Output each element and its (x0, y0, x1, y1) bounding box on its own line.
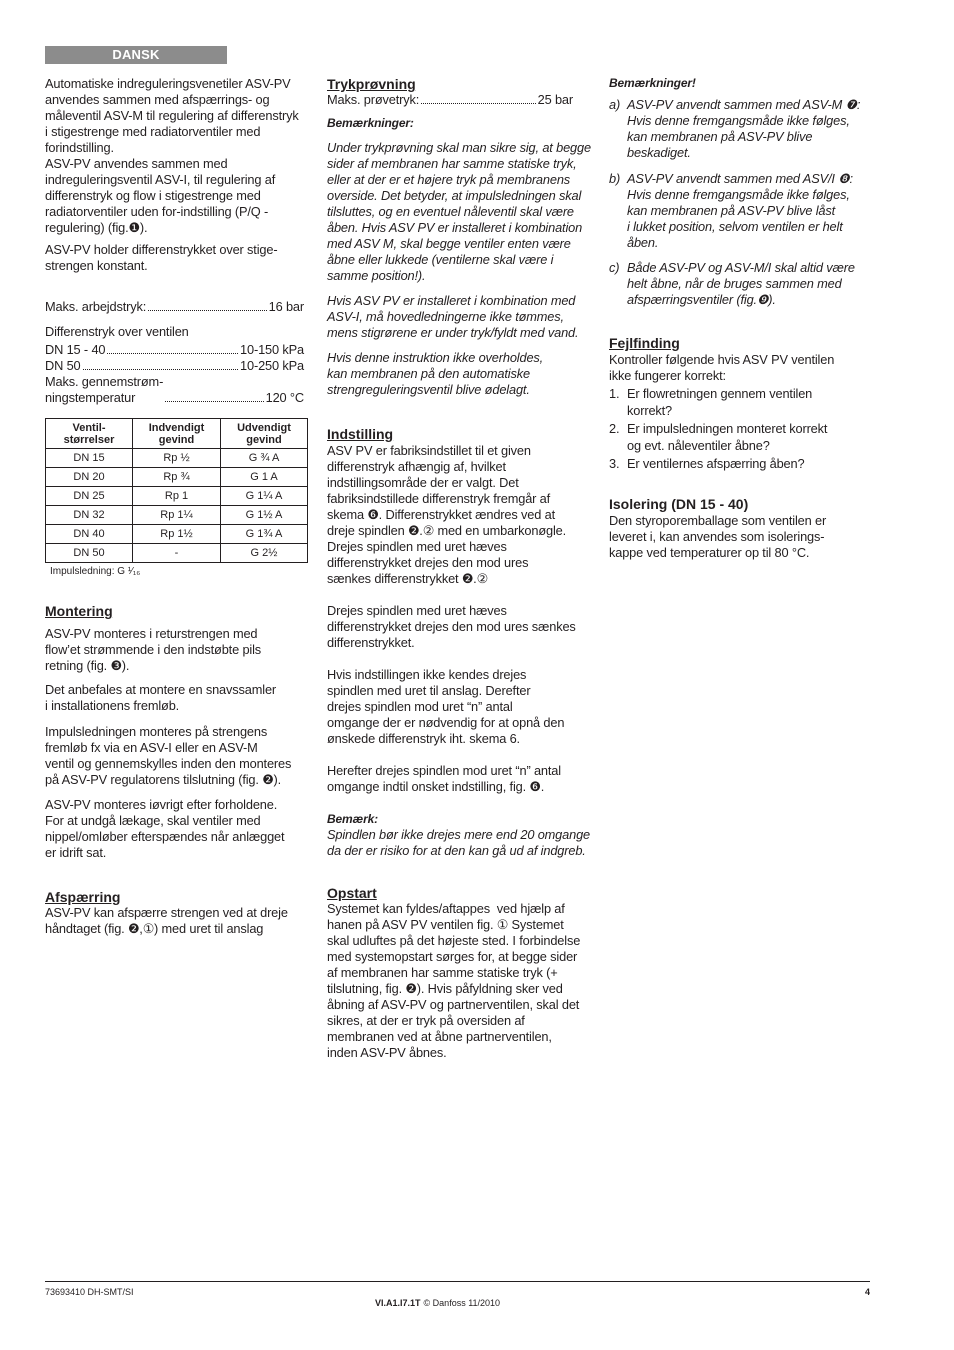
table-cell: Rp 1 (133, 487, 221, 506)
dot-leader (421, 103, 535, 104)
list-item-marker: 2. (609, 421, 620, 436)
diff-pressure-heading: Differenstryk over ventilen (45, 324, 189, 339)
isolering-paragraph: Den styroporemballage som ventilen er leveret i, kan anvendes som isolerings- kappe ved temperaturer op til 80 °C. (609, 513, 827, 560)
spec-value: 16 bar (268, 299, 304, 314)
table-cell: DN 20 (46, 468, 133, 487)
spec-label: Maks. prøvetryk: (327, 92, 420, 107)
table-cell: Rp ¾ (133, 468, 221, 487)
section-heading-indstilling: Indstilling (327, 426, 394, 442)
holder-paragraph: ASV-PV holder differenstrykket over stige- strengen konstant. (45, 242, 278, 273)
header-internal-thread: Indvendigt gevind (133, 419, 221, 449)
table-cell: DN 32 (46, 506, 133, 525)
section-heading-isolering: Isolering (DN 15 - 40) (609, 496, 749, 512)
footer-doc-number: 73693410 DH-SMT/SI (45, 1287, 134, 1297)
table-row (46, 468, 308, 487)
table-row (46, 525, 308, 544)
spec-label: Maks. arbejdstryk: (45, 299, 147, 314)
section-heading-montering: Montering (45, 603, 113, 619)
spec-value: 10-150 kPa (240, 342, 304, 357)
afspaerring-paragraph: ASV-PV kan afspærre strengen ved at dreje håndtaget (fig. ❷,①) med uret til anslag (45, 905, 288, 936)
table-cell: Rp 1¼ (133, 506, 221, 525)
remark-marker: a) (609, 97, 621, 112)
opstart-paragraph: Systemet kan fyldes/aftappes ved hjælp af hanen på ASV PV ventilen fig. ① Systemet skal udluftes på det højeste sted. I forbindelse med systemopstart sørges for, at begge sider af membranen har samme statiske tryk (+ tilslutning, fig. ❷). Hvis påfyldning sker ved åbning af ASV-PV og partnerventilen, skal det sikres, at der er tryk på oversiden af membranen ved at åbne partnerventilen, inden ASV-PV åbnes. (327, 901, 581, 1060)
spec-dn50 (45, 358, 304, 374)
spec-dn15-40 (45, 342, 304, 358)
notes-paragraph: Hvis denne instruktion ikke overholdes, kan membranen på den automatiske strengreguleringsventil blive ødelagt. (327, 350, 544, 397)
table-cell: Rp 1½ (133, 525, 221, 544)
list-item: Er ventilernes afspærring åben? (627, 456, 805, 471)
table-cell: DN 25 (46, 487, 133, 506)
spec-label: DN 15 - 40 (45, 342, 106, 357)
header-external-thread: Udvendigt gevind (221, 419, 308, 449)
table-row (46, 544, 308, 563)
section-heading-afspaerring: Afspærring (45, 889, 121, 905)
spec-value: 25 bar (537, 92, 573, 107)
table-cell: DN 40 (46, 525, 133, 544)
notes-paragraph: Under trykprøvning skal man sikre sig, at begge sider af membranen har samme statiske tryk, eller at der er et højere tryk på membranens overside. Det betyder, at impulsledningen skal tilsluttes, og en eventuel nåleventil skal være åben. Hvis ASV PV er installeret i kombination med ASV M, skal begge ventiler enten være åbne eller lukkede (ventilerne skal være i samme position!). (327, 140, 591, 283)
table-cell: G 1 A (221, 468, 308, 487)
spec-label: DN 50 (45, 358, 81, 373)
notes-label: Bemærkninger: (327, 116, 414, 130)
dot-leader (148, 310, 266, 311)
remark-text: Både ASV-PV og ASV-M/I skal altid være helt åbne, når de bruges sammen med afspærringsventiler (fig.❾). (627, 260, 855, 307)
dot-leader (83, 369, 239, 370)
table-row (46, 506, 308, 525)
table-row (46, 449, 308, 468)
footer-divider (45, 1281, 870, 1282)
fejlfinding-intro: Kontroller følgende hvis ASV PV ventilen ikke fungerer korrekt: (609, 352, 835, 383)
table-cell: G 2½ (221, 544, 308, 563)
table-cell: Rp ½ (133, 449, 221, 468)
remark-marker: b) (609, 171, 621, 186)
notes-paragraph: Hvis ASV PV er installeret i kombination med ASV-I, må hovedledningerne ikke tømmes, mens stigrørene er under tryk/fyldt med vand. (327, 293, 579, 340)
spec-test-pressure (327, 92, 573, 108)
list-item-marker: 3. (609, 456, 620, 471)
remark-text: ASV-PV anvendt sammen med ASV/I ❽: Hvis denne fremgangsmåde ikke følges, kan membranen på ASV-PV blive låst i lukket position, selvom ventilen er helt åben. (627, 171, 853, 250)
indstilling-paragraph: Herefter drejes spindlen mod uret “n” antal omgange indtil onsket indstilling, fig. ❻. (327, 763, 561, 794)
footer-copyright: © Danfoss 11/2010 (423, 1298, 501, 1308)
intro-paragraph: Automatiske indreguleringsvenetiler ASV-PV anvendes sammen med afspærrings- og måleventil ASV-M til regulering af differenstryk i stigestrenge med radiatorventiler med forindstilling. ASV-PV anvendes sammen med indreguleringsventil ASV-I, til regulering af differenstryk og flow i stigestrenge med radiatorventiler uden for-indstilling (P/Q - regulering) (fig.❶). (45, 76, 299, 235)
language-tag: DANSK (45, 46, 227, 64)
dot-leader (165, 401, 263, 402)
list-item-marker: 1. (609, 386, 620, 401)
indstilling-paragraph: ASV PV er fabriksindstillet til et given differenstryk afhængig af, hvilket indstillingsområde der er valgt. Det fabriksindstillede differenstryk fremgår af skema ❻. Differenstrykket ændres ved at dreje spindlen ❷.② med en umbarkonøgle. Drejes spindlen med uret hæves differenstrykket drejes den mod ures sænkes differenstrykket ❷.② (327, 443, 567, 586)
spec-max-working-pressure (45, 299, 304, 315)
table-cell: G 1¾ A (221, 525, 308, 544)
table-cell: DN 50 (46, 544, 133, 563)
montering-paragraph: Impulsledningen monteres på strengens fremløb fx via en ASV-I eller en ASV-M ventil og gennemskylles inden den monteres på ASV-PV regulatorens tilslutning (fig. ❷). (45, 724, 292, 787)
remarks-label: Bemærkninger! (609, 76, 696, 90)
table-cell: G 1¼ A (221, 487, 308, 506)
valve-size-table (45, 418, 308, 563)
note-label: Bemærk: (327, 812, 378, 826)
spec-max-temperature (45, 374, 304, 406)
spec-value: 10-250 kPa (240, 358, 304, 373)
table-cell: DN 15 (46, 449, 133, 468)
montering-paragraph: ASV-PV monteres i returstrengen med flow’et strømmende i den indstøbte pils retning (fig. ❸). (45, 626, 262, 673)
remark-marker: c) (609, 260, 620, 275)
montering-paragraph: Det anbefales at montere en snavssamler i installationens fremløb. (45, 682, 277, 713)
page-number: 4 (865, 1287, 871, 1297)
list-item: Er flowretningen gennem ventilen korrekt? (627, 386, 813, 418)
header-valve-size: Ventil- størrelser (46, 419, 133, 449)
section-heading-trykproevning: Trykprøvning (327, 76, 416, 92)
spec-value: 120 °C (265, 390, 304, 405)
section-heading-fejlfinding: Fejlfinding (609, 335, 680, 351)
remark-text: ASV-PV anvendt sammen med ASV-M ❼: Hvis denne fremgangsmåde ikke følges, kan membranen på ASV-PV blive beskadiget. (627, 97, 861, 160)
table-cell: G ¾ A (221, 449, 308, 468)
impulse-line-note: Impulsledning: G ¹⁄₁₆ (50, 566, 141, 577)
indstilling-paragraph: Hvis indstillingen ikke kendes drejes spindlen med uret til anslag. Derefter drejes spindlen mod uret “n” antal omgange der er nødvendig for at opnå den ønskede differenstryk iht. skema 6. (327, 667, 565, 746)
list-item: Er impulsledningen monteret korrekt og evt. nåleventiler åbne? (627, 421, 828, 453)
footer-code-copyright (365, 1287, 500, 1320)
section-heading-opstart: Opstart (327, 885, 377, 901)
montering-paragraph: ASV-PV monteres iøvrigt efter forholdene. For at undgå lækage, skal ventiler med nippel/omløber efterspændes når anlægget er idrift sat. (45, 797, 285, 860)
spec-label: Maks. gennemstrøm- ningstemperatur (45, 374, 164, 405)
note-paragraph: Spindlen bør ikke drejes mere end 20 omgange da der er risiko for at den kan gå ud af indgreb. (327, 827, 591, 858)
indstilling-paragraph: Drejes spindlen med uret hæves differenstrykket drejes den mod ures sænkes differenstrykket. (327, 603, 576, 650)
table-header-row (46, 419, 308, 449)
footer-code: VI.A1.I7.1T (375, 1298, 421, 1308)
table-cell: G 1½ A (221, 506, 308, 525)
table-cell: - (133, 544, 221, 563)
dot-leader (107, 353, 238, 354)
table-row (46, 487, 308, 506)
